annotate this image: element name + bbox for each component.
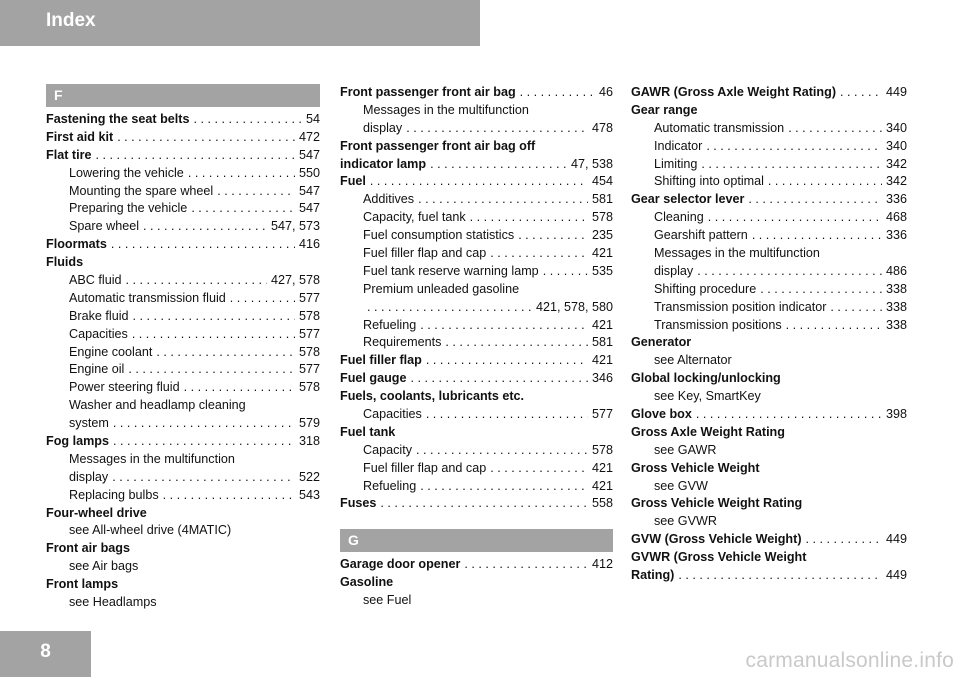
index-entry [631, 84, 907, 102]
dot-leader [410, 370, 588, 388]
entry-label: Gross Vehicle Weight [631, 460, 760, 475]
dot-leader [113, 415, 295, 433]
dot-leader [840, 84, 882, 102]
entry-label: Automatic transmission [654, 120, 785, 135]
dot-leader [543, 263, 588, 281]
entry-label: Fuel filler flap and cap [363, 246, 487, 261]
dot-leader [470, 209, 588, 227]
entry-label: Fastening the seat belts [46, 112, 190, 126]
dot-leader [696, 406, 882, 424]
page-number-box [0, 631, 91, 677]
page-ref: 578 [591, 210, 613, 225]
index-subentry [340, 102, 613, 120]
dot-leader [128, 361, 295, 379]
page-ref: 547, 573 [270, 219, 320, 234]
dot-leader [230, 290, 295, 308]
entry-label: Fuel filler flap and cap [363, 460, 487, 475]
index-entry [46, 236, 320, 254]
dot-leader [752, 227, 882, 245]
index-subentry [340, 281, 613, 299]
index-subentry [340, 592, 613, 610]
index-entry [340, 352, 613, 370]
dot-leader [830, 299, 882, 317]
entry-label: ABC fluid [69, 273, 122, 288]
index-subentry [46, 308, 320, 326]
entry-label: Gearshift pattern [654, 228, 748, 243]
index-entry [46, 505, 320, 523]
dot-leader [370, 173, 588, 191]
entry-label: see Fuel [363, 593, 412, 608]
index-subentry [340, 227, 613, 245]
dot-leader [191, 200, 295, 218]
entry-label: Spare wheel [69, 219, 140, 234]
dot-leader [418, 191, 588, 209]
dot-leader [143, 218, 267, 236]
entry-label: Shifting procedure [654, 281, 757, 296]
page-ref: 550 [298, 165, 320, 180]
dot-leader [518, 227, 588, 245]
index-entry [340, 388, 613, 406]
page-ref: 486 [885, 263, 907, 278]
entry-label: see All-wheel drive (4MATIC) [69, 523, 232, 538]
dot-leader [806, 531, 882, 549]
entry-label: GVW (Gross Vehicle Weight) [631, 532, 802, 547]
index-subentry [340, 442, 613, 460]
entry-label: Rating) [631, 568, 675, 583]
dot-leader [788, 120, 882, 138]
page-ref: 581 [591, 335, 613, 350]
index-entry [631, 370, 907, 388]
entry-label: Fuel tank [340, 424, 396, 439]
index-subentry [46, 326, 320, 344]
entry-label: Refueling [363, 478, 417, 493]
entry-label: Automatic transmission fluid [69, 290, 226, 305]
dot-leader [111, 236, 295, 254]
index-entry [46, 129, 320, 147]
index-subentry [340, 460, 613, 478]
entry-label: Fuels, coolants, lubricants etc. [340, 389, 525, 404]
page-ref: 416 [298, 237, 320, 252]
dot-leader [708, 209, 882, 227]
page-ref: 235 [591, 228, 613, 243]
dot-leader [490, 245, 588, 263]
index-entry [46, 254, 320, 272]
index-subentry [340, 406, 613, 424]
dot-leader [706, 138, 882, 156]
index-subentry [340, 263, 613, 281]
page-ref: 535 [591, 263, 613, 278]
index-subentry [46, 183, 320, 201]
dot-leader [188, 165, 295, 183]
dot-leader [416, 442, 588, 460]
entry-label: Fog lamps [46, 434, 109, 449]
page-ref: 412 [591, 557, 613, 572]
dot-leader [367, 299, 532, 317]
page-ref: 577 [298, 326, 320, 341]
entry-label: Global locking/unlocking [631, 371, 781, 386]
entry-label: Premium unleaded gasoline [363, 281, 520, 296]
header-bar [0, 0, 480, 46]
index-subentry [631, 120, 907, 138]
page-ref: 578 [591, 442, 613, 457]
watermark: carmanualsonline.info [745, 649, 954, 672]
dot-leader [193, 111, 302, 129]
entry-label: Front lamps [46, 577, 119, 592]
page-ref: 454 [591, 174, 613, 189]
index-subentry [46, 200, 320, 218]
page-ref: 346 [591, 371, 613, 386]
page-number: 8 [40, 641, 51, 662]
index-subentry [631, 245, 907, 263]
page-ref: 421, 578, 580 [535, 299, 613, 314]
index-entry [631, 406, 907, 424]
entry-label: display [654, 263, 694, 278]
page-ref: 449 [885, 85, 907, 99]
dot-leader [420, 317, 588, 335]
dot-leader [96, 147, 295, 165]
page-ref: 543 [298, 487, 320, 502]
page-ref: 421 [591, 246, 613, 261]
page-ref: 472 [298, 129, 320, 144]
entry-label: Brake fluid [69, 308, 129, 323]
entry-label: Capacities [363, 407, 422, 422]
entry-label: GVWR (Gross Vehicle Weight [631, 550, 807, 565]
dot-leader [217, 183, 295, 201]
entry-label: indicator lamp [340, 156, 427, 171]
dot-leader [490, 460, 588, 478]
page-ref: 421 [591, 460, 613, 475]
entry-label: Fuel consumption statistics [363, 228, 515, 243]
index-subentry [631, 227, 907, 245]
entry-label: see Alternator [654, 353, 732, 368]
entry-label: Generator [631, 335, 692, 350]
index-entry [631, 567, 907, 585]
index-entry [631, 549, 907, 567]
index-entry [631, 495, 907, 513]
entry-label: Gear range [631, 102, 698, 117]
entry-label: Floormats [46, 237, 107, 252]
entry-label: see GAWR [654, 442, 717, 457]
index-subentry [631, 263, 907, 281]
entry-label: Indicator [654, 138, 703, 153]
page-ref: 547 [298, 147, 320, 162]
dot-leader [426, 352, 588, 370]
index-subentry [340, 334, 613, 352]
index-entry [46, 576, 320, 594]
index-entry [631, 102, 907, 120]
entry-label: Gasoline [340, 575, 394, 590]
page-ref: 577 [298, 290, 320, 305]
entry-label: Lowering the vehicle [69, 165, 184, 180]
section-header: F [46, 84, 320, 107]
index-subentry [46, 522, 320, 540]
index-subentry [340, 191, 613, 209]
index-subentry [631, 281, 907, 299]
entry-label: First aid kit [46, 129, 114, 144]
dot-leader [430, 156, 567, 174]
dot-leader [786, 317, 882, 335]
index-subentry [46, 397, 320, 415]
index-subentry [46, 487, 320, 505]
dot-leader [113, 433, 295, 451]
page-ref: 318 [298, 434, 320, 449]
entry-label: see Air bags [69, 559, 139, 574]
dot-leader [445, 334, 588, 352]
index-subentry [631, 442, 907, 460]
dot-leader [426, 406, 588, 424]
page-ref: 398 [885, 407, 907, 422]
index-entry [340, 495, 613, 513]
entry-label: Preparing the vehicle [69, 201, 188, 216]
dot-leader [678, 567, 882, 585]
index-entry [631, 191, 907, 209]
index-entry [340, 173, 613, 191]
page-ref: 577 [591, 407, 613, 422]
index-column-2 [340, 84, 613, 610]
entry-label: Fuses [340, 496, 377, 511]
page-ref: 547 [298, 183, 320, 198]
entry-label: Fluids [46, 255, 84, 270]
index-subentry [340, 299, 613, 317]
dot-leader [133, 308, 295, 326]
index-subentry [46, 451, 320, 469]
dot-leader [768, 173, 882, 191]
index-entry [631, 424, 907, 442]
page-ref: 342 [885, 174, 907, 189]
dot-leader [380, 495, 588, 513]
dot-leader [420, 478, 588, 496]
page-ref: 54 [305, 112, 320, 126]
entry-label: Gear selector lever [631, 192, 745, 207]
page-ref: 449 [885, 568, 907, 583]
page-ref: 421 [591, 317, 613, 332]
dot-leader [126, 272, 267, 290]
entry-label: Front passenger front air bag off [340, 138, 536, 153]
entry-label: Capacities [69, 326, 128, 341]
entry-label: Four-wheel drive [46, 505, 147, 520]
index-subentry [631, 209, 907, 227]
page-ref: 338 [885, 281, 907, 296]
entry-label: Flat tire [46, 147, 92, 162]
index-entry [631, 460, 907, 478]
index-subentry [631, 156, 907, 174]
index-entry [631, 334, 907, 352]
entry-label: Transmission positions [654, 317, 782, 332]
index-entry [340, 424, 613, 442]
page-ref: 578 [298, 380, 320, 395]
dot-leader [156, 344, 295, 362]
entry-label: Gross Axle Weight Rating [631, 424, 785, 439]
index-subentry [631, 513, 907, 531]
entry-label: Garage door opener [340, 557, 461, 572]
index-subentry [631, 478, 907, 496]
page-ref: 46 [598, 85, 613, 99]
entry-label: Limiting [654, 156, 698, 171]
index-subentry [340, 317, 613, 335]
page-ref: 340 [885, 120, 907, 135]
index-entry [340, 156, 613, 174]
index-subentry [46, 361, 320, 379]
entry-label: Messages in the multifunction [363, 102, 529, 117]
index-subentry [46, 165, 320, 183]
section-header: G [340, 529, 613, 552]
page-title: Index [46, 10, 96, 31]
page-ref: 449 [885, 532, 907, 547]
index-entry [340, 556, 613, 574]
entry-label: system [69, 416, 109, 431]
page-ref: 427, 578 [270, 273, 320, 288]
entry-label: see GVWR [654, 514, 717, 529]
index-subentry [46, 272, 320, 290]
index-entry [46, 540, 320, 558]
entry-label: see GVW [654, 478, 708, 493]
dot-leader [132, 326, 295, 344]
page-ref: 478 [591, 120, 613, 135]
dot-leader [112, 469, 295, 487]
entry-label: display [363, 120, 403, 135]
entry-label: Gross Vehicle Weight Rating [631, 496, 803, 511]
index-subentry [631, 138, 907, 156]
page-ref: 340 [885, 138, 907, 153]
index-subentry [46, 218, 320, 236]
page-ref: 47, 538 [570, 156, 613, 171]
index-subentry [631, 299, 907, 317]
entry-label: Messages in the multifunction [654, 246, 820, 261]
page-ref: 577 [298, 362, 320, 377]
entry-label: Power steering fluid [69, 380, 180, 395]
entry-label: Additives [363, 192, 415, 207]
entry-label: Mounting the spare wheel [69, 183, 214, 198]
index-subentry [46, 379, 320, 397]
page-ref: 578 [298, 344, 320, 359]
index-entry [340, 574, 613, 592]
page-ref: 468 [885, 210, 907, 225]
page-ref: 522 [298, 469, 320, 484]
page-ref: 579 [298, 416, 320, 431]
index-subentry [46, 558, 320, 576]
entry-label: Fuel gauge [340, 371, 407, 386]
dot-leader [520, 84, 595, 102]
index-subentry [46, 344, 320, 362]
index-subentry [340, 209, 613, 227]
entry-label: Capacity [363, 442, 412, 457]
page-ref: 421 [591, 478, 613, 493]
page-ref: 342 [885, 156, 907, 171]
entry-label: Replacing bulbs [69, 487, 159, 502]
index-subentry [46, 469, 320, 487]
entry-label: Requirements [363, 335, 442, 350]
entry-label: Front passenger front air bag [340, 85, 516, 99]
index-subentry [340, 478, 613, 496]
entry-label: Capacity, fuel tank [363, 210, 466, 225]
index-entry [340, 84, 613, 102]
page-ref: 558 [591, 496, 613, 511]
page-ref: 338 [885, 317, 907, 332]
entry-label: Fuel [340, 174, 366, 189]
dot-leader [406, 120, 588, 138]
dot-leader [701, 156, 882, 174]
page-ref: 421 [591, 353, 613, 368]
page-ref: 581 [591, 192, 613, 207]
index-subentry [631, 352, 907, 370]
index-subentry [46, 290, 320, 308]
page-ref: 336 [885, 192, 907, 207]
entry-label: Refueling [363, 317, 417, 332]
entry-label: Shifting into optimal [654, 174, 764, 189]
index-entry [340, 138, 613, 156]
entry-label: Engine oil [69, 362, 125, 377]
index-entry [46, 111, 320, 129]
entry-label: display [69, 469, 109, 484]
index-subentry [46, 594, 320, 612]
entry-label: Fuel filler flap [340, 353, 422, 368]
entry-label: Front air bags [46, 541, 130, 556]
index-entry [340, 370, 613, 388]
entry-label: Engine coolant [69, 344, 153, 359]
entry-label: Washer and headlamp cleaning [69, 398, 246, 413]
entry-label: Transmission position indicator [654, 299, 827, 314]
dot-leader [748, 191, 882, 209]
entry-label: Glove box [631, 407, 692, 422]
dot-leader [163, 487, 295, 505]
page-ref: 547 [298, 201, 320, 216]
index-subentry [46, 415, 320, 433]
page-ref: 578 [298, 308, 320, 323]
index-subentry [340, 245, 613, 263]
index-subentry [631, 317, 907, 335]
entry-label: Fuel tank reserve warning lamp [363, 263, 539, 278]
index-column-3 [631, 84, 907, 585]
index-entry [46, 147, 320, 165]
entry-label: see Key, SmartKey [654, 389, 761, 404]
index-entry [631, 531, 907, 549]
index-subentry [631, 173, 907, 191]
entry-label: GAWR (Gross Axle Weight Rating) [631, 85, 837, 99]
dot-leader [184, 379, 295, 397]
index-column-1 [46, 84, 320, 612]
dot-leader [697, 263, 882, 281]
index-subentry [340, 120, 613, 138]
entry-label: see Headlamps [69, 595, 157, 610]
page-ref: 338 [885, 299, 907, 314]
section-gap [340, 513, 613, 529]
entry-label: Cleaning [654, 210, 704, 225]
dot-leader [464, 556, 588, 574]
index-entry [46, 433, 320, 451]
dot-leader [117, 129, 295, 147]
page-ref: 336 [885, 228, 907, 243]
entry-label: Messages in the multifunction [69, 451, 235, 466]
dot-leader [760, 281, 882, 299]
index-subentry [631, 388, 907, 406]
